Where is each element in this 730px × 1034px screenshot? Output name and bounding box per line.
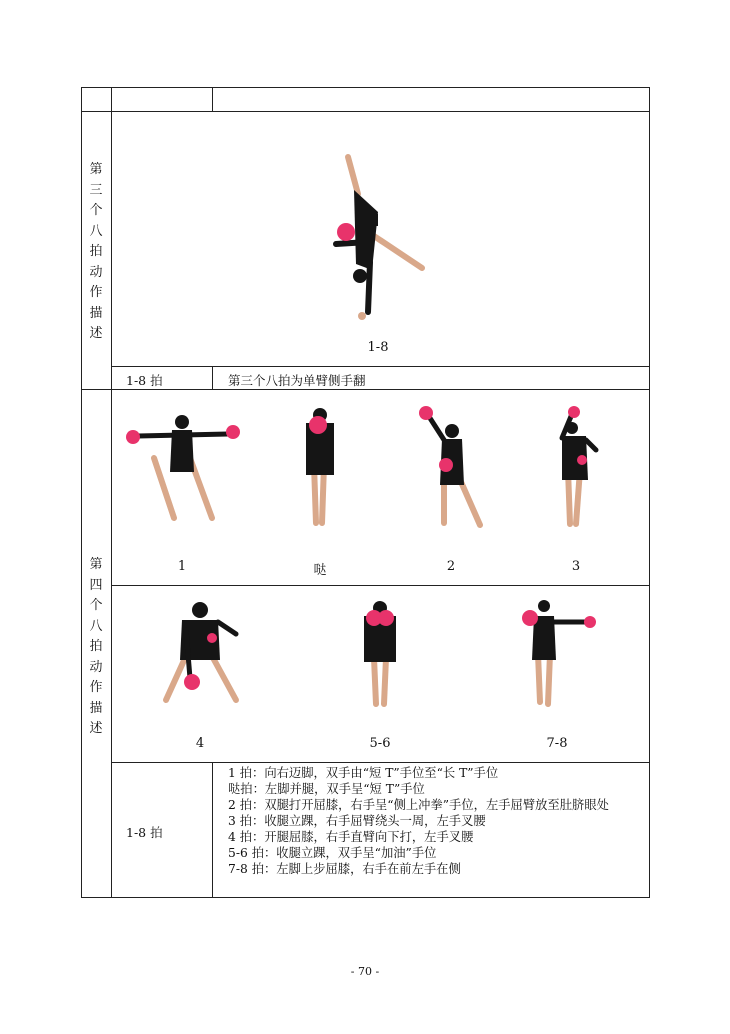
pose-4-caption: 4 bbox=[195, 736, 205, 751]
table-border-left bbox=[81, 87, 82, 898]
page-number: - 70 - bbox=[350, 965, 380, 978]
section4-description bbox=[228, 765, 638, 877]
pose-da-photo bbox=[298, 405, 342, 530]
table-border-top bbox=[81, 87, 650, 88]
pose-2-photo bbox=[418, 403, 488, 531]
table-row-divider bbox=[81, 389, 650, 390]
table-inner-divider bbox=[212, 366, 213, 389]
section3-figure-caption: 1-8 bbox=[367, 340, 389, 355]
pose-4-photo bbox=[156, 600, 246, 710]
description-line: 2 拍：双腿打开屈膝，右手呈“侧上冲拳”手位，左手屈臂放至肚脐眼处 bbox=[228, 798, 609, 812]
table-row-divider bbox=[111, 585, 650, 586]
pose-7-8-caption: 7-8 bbox=[546, 736, 568, 751]
pose-5-6-photo bbox=[358, 600, 402, 710]
section3-beat-label: 1-8 拍 bbox=[126, 373, 163, 388]
table-border-right bbox=[649, 87, 650, 898]
table-inner-divider bbox=[212, 87, 213, 111]
pose-7-8-photo bbox=[518, 598, 598, 710]
pose-3-photo bbox=[552, 404, 602, 530]
description-line: 7-8 拍：左脚上步屈膝，右手在前左手在侧 bbox=[228, 862, 461, 876]
table-row-divider bbox=[81, 111, 650, 112]
table-row-divider bbox=[111, 366, 650, 367]
table-col-divider bbox=[111, 87, 112, 898]
pose-1-caption: 1 bbox=[177, 559, 187, 574]
cartwheel-photo bbox=[320, 152, 440, 327]
pose-da-caption: 哒 bbox=[313, 563, 327, 578]
pose-2-caption: 2 bbox=[446, 559, 456, 574]
section4-vertical-label: 第 四 个 八 拍 动 作 描 述 bbox=[89, 557, 103, 736]
table-inner-divider bbox=[212, 762, 213, 897]
section4-beat-label: 1-8 拍 bbox=[126, 825, 163, 840]
section3-description: 第三个八拍为单臂侧手翻 bbox=[228, 373, 366, 388]
pose-5-6-caption: 5-6 bbox=[369, 736, 391, 751]
pose-1-photo bbox=[124, 410, 242, 525]
description-line: 3 拍：收腿立踝，右手屈臂绕头一周，左手叉腰 bbox=[228, 814, 486, 828]
description-line: 1 拍：向右迈脚，双手由“短 T”手位至“长 T”手位 bbox=[228, 766, 499, 780]
table-row-divider bbox=[111, 762, 650, 763]
pose-3-caption: 3 bbox=[571, 559, 581, 574]
description-line: 4 拍：开腿屈膝，右手直臂向下打，左手叉腰 bbox=[228, 830, 474, 844]
description-line: 哒拍：左脚并腿，双手呈“短 T”手位 bbox=[228, 782, 425, 796]
section3-vertical-label: 第 三 个 八 拍 动 作 描 述 bbox=[89, 162, 103, 341]
table-border-bottom bbox=[81, 897, 650, 898]
description-line: 5-6 拍：收腿立踝，双手呈“加油”手位 bbox=[228, 846, 437, 860]
